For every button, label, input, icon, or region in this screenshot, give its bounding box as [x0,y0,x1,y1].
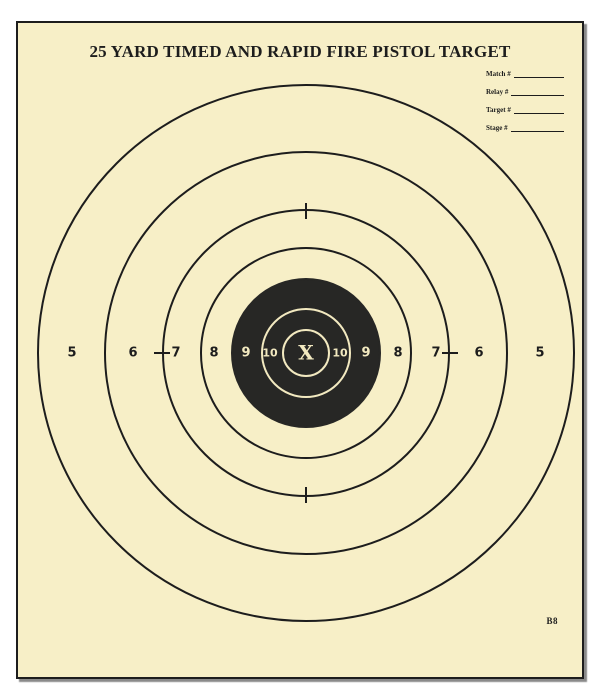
x-ring-label: X [298,340,314,365]
target-number-label: Target # [486,106,511,114]
match-number-label: Match # [486,70,511,78]
ring-number-5-right: 5 [535,345,545,361]
alignment-tick-left [154,352,170,354]
target-model-code: B8 [546,616,558,626]
ring-number-6-right: 6 [474,345,484,361]
ring-number-10-left: 10 [262,346,278,360]
relay-number-label: Relay # [486,88,509,96]
ring-number-10-right: 10 [332,346,348,360]
ring-number-5-left: 5 [67,345,77,361]
ring-number-9-right: 9 [361,345,371,361]
alignment-tick-right [442,352,458,354]
ring-number-7-left: 7 [171,345,181,361]
target-sheet [16,21,584,679]
ring-number-7-right: 7 [431,345,441,361]
alignment-tick-bottom [305,487,307,503]
ring-number-6-left: 6 [128,345,138,361]
ring-number-8-left: 8 [209,345,219,361]
stage-number-label: Stage # [486,124,508,132]
alignment-tick-top [305,203,307,219]
ring-number-9-left: 9 [241,345,251,361]
bullseye-target [18,23,582,677]
page-title: 25 YARD TIMED AND RAPID FIRE PISTOL TARGET [89,42,511,61]
ring-number-8-right: 8 [393,345,403,361]
